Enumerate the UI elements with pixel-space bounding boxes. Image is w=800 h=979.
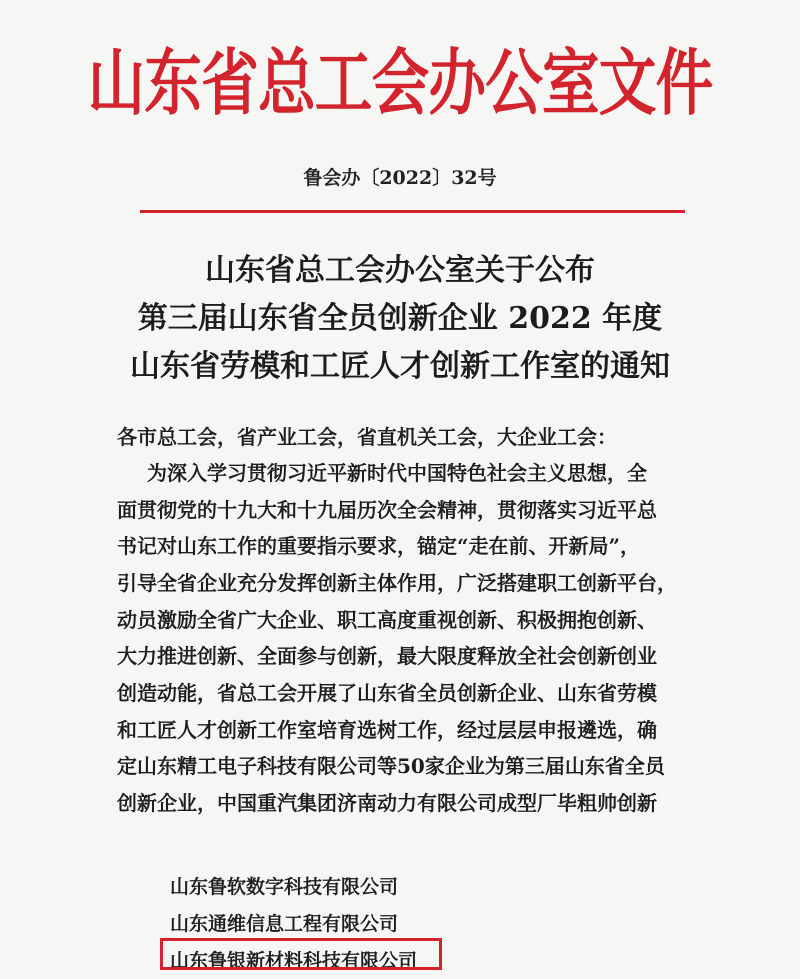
body-line: 创造动能，省总工会开展了山东省全员创新企业、山东省劳模 bbox=[117, 681, 657, 705]
body-line: 面贯彻党的十九大和十九届历次全会精神，贯彻落实习近平总 bbox=[117, 498, 657, 522]
body-line: 创新企业，中国重汽集团济南动力有限公司成型厂毕粗帅创新 bbox=[117, 791, 657, 815]
body-line: 大力推进创新、全面参与创新，最大限度释放全社会创新创业 bbox=[117, 644, 657, 668]
red-highlight-box bbox=[160, 938, 442, 970]
body-line: 和工匠人才创新工作室培育选树工作，经过层层申报遴选，确 bbox=[117, 718, 657, 742]
body-line: 书记对山东工作的重要指示要求，锚定“走在前、开新局”， bbox=[117, 534, 641, 558]
notice-title-line-1: 山东省总工会办公室关于公布 bbox=[205, 253, 595, 288]
body-line: 为深入学习贯彻习近平新时代中国特色社会主义思想，全 bbox=[147, 461, 647, 485]
company-list-item: 山东鲁软数字科技有限公司 bbox=[170, 876, 399, 898]
notice-title-line-3: 山东省劳模和工匠人才创新工作室的通知 bbox=[130, 349, 670, 384]
salutation: 各市总工会，省产业工会，省直机关工会，大企业工会： bbox=[117, 425, 617, 449]
body-line: 定山东精工电子科技有限公司等50家企业为第三届山东省全员 bbox=[117, 754, 665, 778]
red-divider-line bbox=[140, 210, 685, 213]
document-number: 鲁会办〔2022〕32号 bbox=[303, 167, 497, 189]
masthead-title: 山东省总工会办公室文件 bbox=[87, 41, 713, 125]
company-list-item: 山东通维信息工程有限公司 bbox=[170, 913, 399, 935]
body-line: 动员激励全省广大企业、职工高度重视创新、积极拥抱创新、 bbox=[117, 608, 657, 632]
body-line: 引导全省企业充分发挥创新主体作用，广泛搭建职工创新平台， bbox=[117, 571, 677, 595]
company-list-item-highlighted: 山东鲁银新材料科技有限公司 bbox=[170, 950, 418, 972]
notice-title-line-2: 第三届山东省全员创新企业 2022 年度 bbox=[137, 301, 663, 336]
